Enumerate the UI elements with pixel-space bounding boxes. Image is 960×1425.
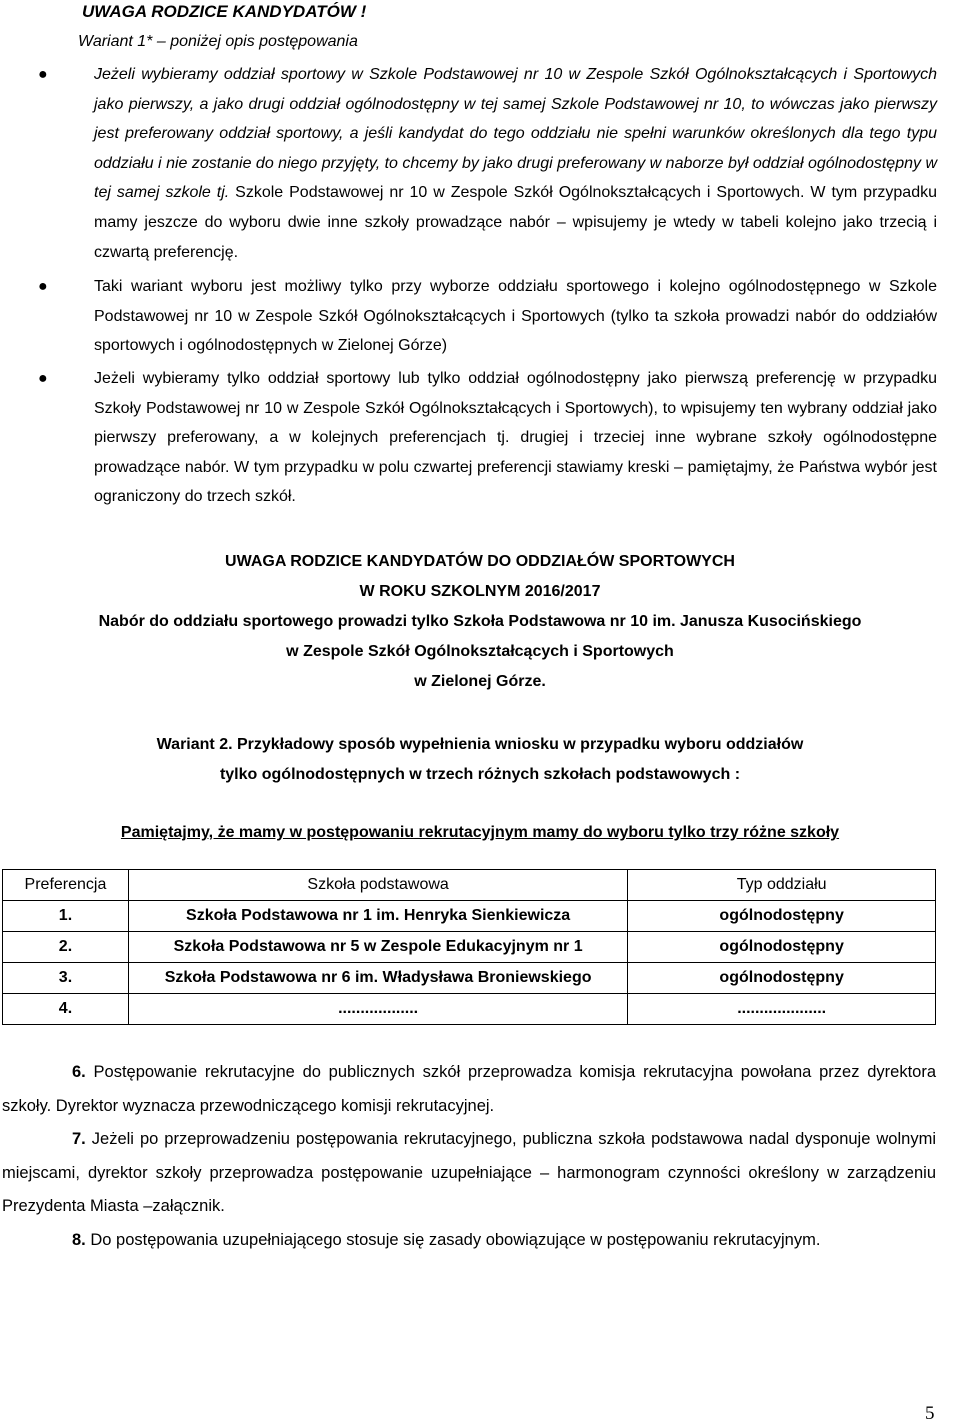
paragraph-7	[2, 1123, 936, 1224]
bullet-text-italic: Jeżeli wybieramy oddział sportowy w Szkole Podstawowej nr 10 w Zespole Szkół Ogólnokształcących i Sportowych jako pierwszy, a jako drugi oddział ogólnodostępny w tej samej Szkole Podstawowej nr 10, to wówczas jako pierwszy jest preferowany oddział sportowy, a jeśli kandydat do tego oddziału nie spełni warunków określonych dla tego typu oddziału i nie zostanie do niego przyjęty, to chcemy by jako drugi preferowany w naborze był oddział ogólnodostępny w tej samej szkole tj.	[94, 66, 937, 202]
sport-notice-line: W ROKU SZKOLNYM 2016/2017	[359, 583, 601, 600]
paragraph-text: Postępowanie rekrutacyjne do publicznych szkół przeprowadza komisja rekrutacyjna powołana przez dyrektora szkoły. Dyrektor wyznacza przewodniczącego komisji rekrutacyjnej.	[2, 1063, 936, 1115]
variant-2-line: tylko ogólnodostępnych w trzech różnych szkołach podstawowych :	[219, 766, 741, 783]
bullet-text	[94, 60, 937, 267]
paragraph-number: 7.	[72, 1130, 86, 1148]
notice-title: UWAGA RODZICE KANDYDATÓW !	[82, 2, 367, 21]
paragraph-text: Do postępowania uzupełniającego stosuje się zasady obowiązujące w postępowaniu rekrutacyjnym.	[85, 1231, 821, 1249]
sport-notice-line: w Zielonej Górze.	[414, 673, 546, 690]
column-header: Preferencja	[3, 870, 129, 901]
paragraph-6	[2, 1056, 936, 1123]
table-cell: ogólnodostępny	[628, 901, 936, 932]
paragraph-number: 6.	[72, 1063, 86, 1081]
table-row	[3, 901, 936, 932]
sport-notice-line: UWAGA RODZICE KANDYDATÓW DO ODDZIAŁÓW SPORTOWYCH	[225, 553, 735, 570]
table-cell: Szkoła Podstawowa nr 1 im. Henryka Sienkiewicza	[128, 901, 627, 932]
table-cell: 3.	[3, 963, 129, 994]
table-cell: 2.	[3, 932, 129, 963]
column-header: Szkoła podstawowa	[128, 870, 627, 901]
table-cell: ..................	[128, 994, 627, 1025]
table-cell: ....................	[628, 994, 936, 1025]
variant-2-heading	[0, 730, 960, 790]
page-number: 5	[925, 1403, 935, 1424]
sport-notice-line: w Zespole Szkół Ogólnokształcących i Sportowych	[286, 643, 674, 660]
paragraph-number: 8.	[72, 1231, 86, 1249]
table-cell: ogólnodostępny	[628, 963, 936, 994]
paragraph-text: Jeżeli po przeprowadzeniu postępowania rekrutacyjnego, publiczna szkoła podstawowa nadal dysponuje wolnymi miejscami, dyrektor szkoły przeprowadza postępowanie uzupełniające – harmonogram czynności określony w zarządzeniu Prezydenta Miasta –załącznik.	[2, 1130, 936, 1215]
table-row	[3, 963, 936, 994]
table-cell: Szkoła Podstawowa nr 6 im. Władysława Broniewskiego	[128, 963, 627, 994]
table-header-row	[3, 870, 936, 901]
bullet-text: Jeżeli wybieramy tylko oddział sportowy lub tylko oddział ogólnodostępny jako pierwszą preferencję w przypadku Szkoły Podstawowej nr 10 w Zespole Szkół Ogólnokształcących i Sportowych), to wpisujemy ten wybrany oddział jako pierwszy preferowany, a w kolejnych preferencjach tj. drugiej i trzeciej inne wybrane szkoły ogólnodostępne prowadzące nabór. W tym przypadku w polu czwartej preferencji stawiamy kreski – pamiętajmy, że Państwa wybór jest ograniczony do trzech szkół.	[94, 370, 937, 506]
variant-2-line: Wariant 2. Przykładowy sposób wypełnienia wniosku w przypadku wyboru oddziałów	[156, 736, 804, 753]
bullet-dot-icon: ●	[38, 278, 48, 295]
bullet-dot-icon: ●	[38, 370, 48, 387]
table-cell: Szkoła Podstawowa nr 5 w Zespole Edukacyjnym nr 1	[128, 932, 627, 963]
bullet-text: Taki wariant wyboru jest możliwy tylko przy wyborze oddziału sportowego i kolejno ogólnodostępnego w Szkole Podstawowej nr 10 w Zespole Szkół Ogólnokształcących i Sportowych (tylko ta szkoła prowadzi nabór do oddziałów sportowych i ogólnodostępnych w Zielonej Górze)	[94, 278, 937, 355]
sport-notice-line: Nabór do oddziału sportowego prowadzi tylko Szkoła Podstawowa nr 10 im. Janusza Kusocińskiego	[98, 613, 862, 630]
sport-notice	[0, 547, 960, 697]
table-cell: 1.	[3, 901, 129, 932]
column-header: Typ oddziału	[628, 870, 936, 901]
bullet-text-rest: Szkole Podstawowej nr 10 w Zespole Szkół Ogólnokształcących i Sportowych. W tym przypadku mamy jeszcze do wyboru dwie inne szkoły prowadzące nabór – wpisujemy je wtedy w tabeli kolejno jako trzecią i czwartą preferencję.	[94, 184, 937, 261]
table-row	[3, 994, 936, 1025]
table-row	[3, 932, 936, 963]
preference-table	[2, 869, 936, 1025]
paragraph-8	[2, 1224, 936, 1258]
table-cell: 4.	[3, 994, 129, 1025]
bullet-dot-icon: ●	[38, 66, 48, 83]
variant-1-subtitle: Wariant 1* – poniżej opis postępowania	[78, 33, 358, 50]
reminder-note: Pamiętajmy, że mamy w postępowaniu rekrutacyjnym mamy do wyboru tylko trzy różne szkoły	[120, 824, 840, 841]
table-cell: ogólnodostępny	[628, 932, 936, 963]
